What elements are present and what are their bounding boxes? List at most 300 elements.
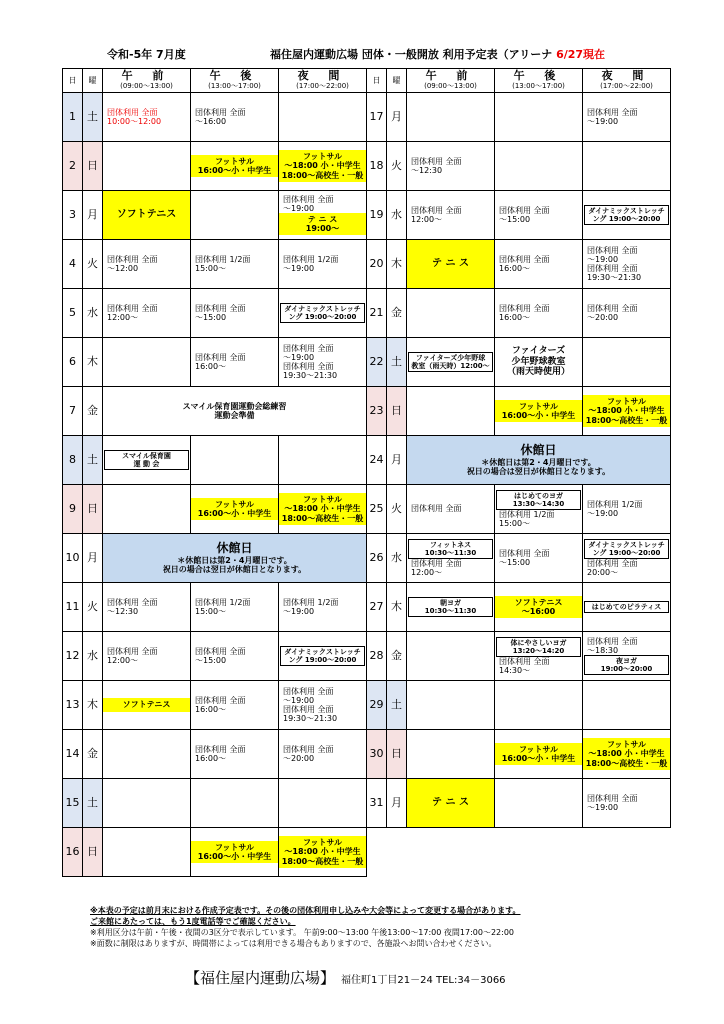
am-cell	[407, 338, 495, 387]
weekday: 月	[83, 191, 103, 240]
pm-cell	[191, 583, 279, 632]
cell-content	[583, 387, 670, 435]
am-cell	[103, 779, 191, 828]
cell-content	[191, 730, 278, 778]
usage-text: 団体利用 全面 ～19:00	[587, 107, 638, 126]
night-cell	[583, 142, 671, 191]
cell-content	[495, 240, 582, 288]
event-label: フットサル ～18:00 小・中学生 18:00～高校生・一般	[279, 836, 366, 868]
day-number: 7	[63, 387, 83, 436]
night-cell	[583, 240, 671, 289]
day-row	[367, 779, 671, 828]
usage-text: 団体利用 全面 10:00～12:00	[107, 107, 162, 126]
cell-content	[583, 338, 670, 386]
day-header: 日	[367, 69, 387, 93]
cell-content	[279, 289, 366, 337]
cell-content	[191, 240, 278, 288]
pm-cell	[191, 730, 279, 779]
day-row	[63, 681, 367, 730]
night-cell	[279, 338, 367, 387]
day-number: 2	[63, 142, 83, 191]
pm-cell	[495, 779, 583, 828]
closed-title: 休館日	[520, 442, 557, 457]
event-label: はじめてのピラティス	[584, 601, 669, 613]
day-row	[367, 142, 671, 191]
cell-content	[495, 779, 582, 827]
pm-header	[191, 69, 279, 93]
am-cell	[407, 534, 495, 583]
am-cell	[103, 142, 191, 191]
cell-content	[583, 779, 670, 827]
pm-header-label: 午 後	[209, 69, 260, 82]
am-cell	[103, 730, 191, 779]
usage-text: 団体利用 全面 ～12:00	[107, 254, 158, 273]
cell-content	[407, 387, 494, 435]
cell-content	[583, 632, 670, 680]
day-row	[63, 93, 367, 142]
usage-text: 団体利用 全面 ～15:00	[195, 303, 246, 322]
weekday: 金	[83, 730, 103, 779]
day-number: 30	[367, 730, 387, 779]
cell-content	[279, 338, 366, 386]
cell-content	[407, 534, 494, 582]
usage-text: 団体利用 全面 ～19:00	[283, 194, 334, 213]
day-row	[63, 779, 367, 828]
am-cell	[103, 436, 191, 485]
cell-content	[407, 142, 494, 190]
cell-content	[191, 289, 278, 337]
day-row	[63, 191, 367, 240]
night-cell	[279, 779, 367, 828]
cell-content	[495, 142, 582, 190]
event-label: スマイル保育園 運 動 会	[104, 450, 189, 470]
pm-cell	[495, 632, 583, 681]
am-cell	[407, 779, 495, 828]
usage-text: 団体利用 1/2面 15:00～	[195, 254, 251, 273]
usage-text: 団体利用 全面 19:30～21:30	[587, 264, 642, 283]
cell-content	[407, 240, 494, 288]
weekday: 日	[83, 142, 103, 191]
note-line: ※利用区分は午前・午後・夜間の3区分で表示しています。 午前9:00～13:00 午後13:00～17:00 夜間17:00～22:00	[90, 928, 515, 937]
usage-text: 団体利用 全面 ～15:00	[499, 205, 550, 224]
day-row	[63, 387, 367, 436]
day-row	[367, 485, 671, 534]
cell-content	[103, 681, 190, 729]
cell-content	[279, 828, 366, 876]
night-cell	[279, 632, 367, 681]
cell-content	[583, 534, 670, 582]
event-label: フットサル 16:00～小・中学生	[191, 498, 278, 520]
weekday: 日	[83, 828, 103, 877]
am-header-time: (09:00～13:00)	[120, 82, 173, 90]
am-cell	[103, 93, 191, 142]
night-cell	[583, 632, 671, 681]
am-header	[103, 69, 191, 93]
pm-cell	[191, 828, 279, 877]
closed-lines: ＊休館日は第2・4月曜日です。 祝日の場合は翌日が休館日となります。	[162, 555, 307, 574]
usage-text: 団体利用 1/2面 15:00～	[195, 597, 251, 616]
cell-content	[407, 485, 494, 533]
am-cell	[407, 191, 495, 240]
day-row	[367, 436, 671, 485]
day-row	[63, 289, 367, 338]
closed-title: 休館日	[216, 540, 253, 555]
day-row	[63, 240, 367, 289]
day-number: 12	[63, 632, 83, 681]
title-text: 団体・一般開放 利用予定表（アリーナ	[361, 48, 553, 61]
cell-content	[279, 779, 366, 827]
event-label: テ ニ ス 19:00～	[279, 213, 366, 235]
event-label: フットサル 16:00～小・中学生	[191, 155, 278, 177]
am-cell	[103, 681, 191, 730]
cell-content	[495, 583, 582, 631]
day-number: 4	[63, 240, 83, 289]
weekday: 火	[83, 583, 103, 632]
cell-content	[191, 93, 278, 141]
weekday: 水	[387, 191, 407, 240]
weekday: 土	[387, 681, 407, 730]
as-of-date: 6/27現在	[556, 48, 606, 61]
day-row	[367, 681, 671, 730]
event-label: 体にやさしいヨガ 13:20～14:20	[496, 637, 581, 657]
night-cell	[583, 289, 671, 338]
day-row	[63, 338, 367, 387]
weekday: 木	[83, 681, 103, 730]
cell-content	[279, 93, 366, 141]
night-cell	[279, 289, 367, 338]
cell-content	[279, 436, 366, 484]
day-number: 27	[367, 583, 387, 632]
day-number: 3	[63, 191, 83, 240]
cell-content	[103, 730, 190, 778]
weekday: 土	[83, 436, 103, 485]
usage-text: 団体利用 全面	[411, 504, 462, 514]
night-cell	[583, 779, 671, 828]
event-label: ダイナミックストレッチング 19:00～20:00	[280, 646, 365, 666]
usage-text: 団体利用 全面 ～15:00	[195, 646, 246, 665]
night-cell	[583, 93, 671, 142]
am-cell	[407, 485, 495, 534]
cell-content	[495, 632, 582, 680]
usage-text: 団体利用 全面 12:00～	[411, 205, 462, 224]
night-cell	[279, 485, 367, 534]
day-number: 5	[63, 289, 83, 338]
closed-lines: ＊休館日は第2・4月曜日です。 祝日の場合は翌日が休館日となります。	[466, 457, 611, 476]
page-title	[270, 46, 605, 62]
day-row	[63, 534, 367, 583]
am-cell	[103, 289, 191, 338]
usage-text: 団体利用 全面 ～19:00	[587, 245, 638, 264]
cell-content	[279, 240, 366, 288]
cell-content	[407, 289, 494, 337]
cell-content	[495, 681, 582, 729]
day-number: 6	[63, 338, 83, 387]
usage-text: 団体利用 全面 14:30～	[499, 656, 550, 676]
day-number: 22	[367, 338, 387, 387]
day-number: 24	[367, 436, 387, 485]
am-header	[407, 69, 495, 93]
event-label: ファイターズ少年野球 教室（雨天時）12:00～	[408, 352, 493, 372]
cell-content	[279, 730, 366, 778]
weekday: 火	[83, 240, 103, 289]
schedule-table-left	[62, 68, 367, 877]
day-row	[367, 93, 671, 142]
cell-content	[583, 730, 670, 778]
am-header-time: (09:00～13:00)	[424, 82, 477, 90]
day-row	[367, 387, 671, 436]
footer-address: 福住町1丁目21－24 TEL:34－3066	[341, 975, 506, 986]
am-cell	[103, 191, 191, 240]
note-line: ※本表の予定は前月末における作成予定表です。その後の団体利用申し込みや大会等によって変更する場合があります。	[90, 906, 521, 915]
day-row	[367, 730, 671, 779]
night-cell	[279, 730, 367, 779]
day-number: 28	[367, 632, 387, 681]
usage-text: 団体利用 全面 ～19:00	[283, 343, 334, 362]
closed-notice	[407, 436, 671, 485]
cell-content	[191, 779, 278, 827]
cell-content	[279, 583, 366, 631]
am-cell	[407, 142, 495, 191]
night-cell	[279, 240, 367, 289]
cell-content	[495, 289, 582, 337]
event-label: ダイナミックストレッチング 19:00～20:00	[584, 205, 669, 225]
night-cell	[583, 534, 671, 583]
weekday: 火	[387, 485, 407, 534]
weekday: 金	[387, 289, 407, 338]
weekday: 木	[83, 338, 103, 387]
usage-text: 団体利用 1/2面 ～19:00	[283, 597, 339, 616]
night-header-time: (17:00～22:00)	[296, 82, 349, 90]
day-number: 23	[367, 387, 387, 436]
day-row	[367, 338, 671, 387]
night-cell	[279, 583, 367, 632]
cell-content	[279, 681, 366, 729]
usage-text: 団体利用 全面 16:00～	[499, 303, 550, 322]
cell-content	[495, 191, 582, 239]
usage-text: 団体利用 全面 ～18:30	[587, 636, 638, 655]
cell-content	[191, 142, 278, 190]
cell-content	[103, 583, 190, 631]
event-label: テ ニ ス	[432, 797, 469, 809]
event-label: フットサル ～18:00 小・中学生 18:00～高校生・一般	[583, 738, 670, 770]
event-label: ダイナミックストレッチング 19:00～20:00	[584, 539, 669, 559]
night-cell	[583, 485, 671, 534]
pm-cell	[191, 240, 279, 289]
weekday: 金	[387, 632, 407, 681]
night-cell	[279, 828, 367, 877]
cell-content	[495, 485, 582, 533]
cell-content	[191, 583, 278, 631]
period-label: 令和-5年 7月度	[107, 48, 186, 61]
pm-cell	[191, 93, 279, 142]
usage-text: 団体利用 全面 20:00～	[587, 558, 638, 578]
weekday: 木	[387, 583, 407, 632]
day-number: 29	[367, 681, 387, 730]
day-row	[367, 534, 671, 583]
am-cell	[407, 93, 495, 142]
cell-content	[191, 191, 278, 239]
weekday: 土	[83, 779, 103, 828]
cell-content	[407, 779, 494, 827]
event-label: フットサル 16:00～小・中学生	[495, 743, 582, 765]
cell-content	[407, 338, 494, 386]
cell-content	[407, 93, 494, 141]
usage-text: 団体利用 全面 ～19:00	[283, 686, 334, 705]
night-cell	[583, 583, 671, 632]
day-row	[63, 142, 367, 191]
day-row	[63, 632, 367, 681]
cell-content	[279, 142, 366, 190]
pm-cell	[495, 142, 583, 191]
cell-content	[191, 828, 278, 876]
cell-content	[583, 191, 670, 239]
pm-cell	[191, 681, 279, 730]
cell-content	[103, 93, 190, 141]
usage-text: 団体利用 1/2面 15:00～	[499, 509, 555, 529]
cell-content	[407, 730, 494, 778]
night-cell	[583, 387, 671, 436]
event-label: はじめてのヨガ 13:30～14:30	[496, 490, 581, 510]
note-line: ※面数に制限はありますが、時間帯によっては利用できる場合もありますので、各施設へお問い合わせください。	[90, 939, 497, 948]
weekday: 水	[387, 534, 407, 583]
day-row	[63, 828, 367, 877]
cell-content	[495, 534, 582, 582]
event-label: フットサル ～18:00 小・中学生 18:00～高校生・一般	[583, 395, 670, 427]
weekday: 木	[387, 240, 407, 289]
cell-content	[583, 289, 670, 337]
am-cell	[407, 681, 495, 730]
weekday: 土	[83, 93, 103, 142]
cell-content	[103, 142, 190, 190]
weekday: 月	[387, 779, 407, 828]
usage-text: 団体利用 全面 12:00～	[411, 558, 462, 578]
event-label: 朝ヨガ 10:30～11:30	[408, 597, 493, 617]
cell-content	[103, 191, 190, 239]
weekday: 月	[387, 93, 407, 142]
event-label: フットサル ～18:00 小・中学生 18:00～高校生・一般	[279, 493, 366, 525]
event-label: フットサル ～18:00 小・中学生 18:00～高校生・一般	[279, 150, 366, 182]
cell-content	[495, 338, 582, 386]
cell-content	[583, 240, 670, 288]
cell-content	[191, 485, 278, 533]
cell-content	[103, 289, 190, 337]
cell-content	[103, 828, 190, 876]
day-number: 15	[63, 779, 83, 828]
usage-text: 団体利用 全面 ～15:00	[499, 548, 550, 567]
cell-content	[583, 93, 670, 141]
day-number: 17	[367, 93, 387, 142]
day-header: 日	[63, 69, 83, 93]
usage-text: 団体利用 全面 16:00～	[195, 744, 246, 763]
day-number: 20	[367, 240, 387, 289]
pm-cell	[191, 191, 279, 240]
cell-content	[495, 387, 582, 435]
header-row	[367, 69, 671, 93]
day-row	[367, 632, 671, 681]
cell-content	[191, 681, 278, 729]
pm-cell	[191, 338, 279, 387]
night-cell	[279, 436, 367, 485]
header-row	[63, 69, 367, 93]
event-span: スマイル保育園運動会総練習 運動会準備	[103, 387, 367, 436]
day-number: 13	[63, 681, 83, 730]
cell-content	[583, 583, 670, 631]
cell-content	[495, 730, 582, 778]
day-row	[367, 583, 671, 632]
usage-text: 団体利用 全面 16:00～	[499, 254, 550, 273]
cell-content	[191, 632, 278, 680]
day-number: 19	[367, 191, 387, 240]
facility-name: 福住屋内運動広場	[270, 48, 358, 61]
pm-cell	[191, 779, 279, 828]
event-label: 夜ヨガ 19:00～20:00	[584, 655, 669, 675]
day-row	[367, 289, 671, 338]
cell-content	[279, 632, 366, 680]
weekday-header: 曜	[83, 69, 103, 93]
footer-facility-name: 【福住屋内運動広場】	[185, 969, 336, 987]
event-label: ダイナミックストレッチング 19:00～20:00	[280, 303, 365, 323]
cell-content	[191, 338, 278, 386]
night-cell	[279, 142, 367, 191]
event-label: ソフトテニス	[103, 698, 190, 711]
cell-content	[407, 681, 494, 729]
usage-text: 団体利用 全面 16:00～	[195, 352, 246, 371]
pm-cell	[191, 436, 279, 485]
event-label: フットサル 16:00～小・中学生	[191, 841, 278, 863]
cell-content	[407, 191, 494, 239]
weekday: 月	[83, 534, 103, 583]
am-cell	[103, 485, 191, 534]
am-cell	[103, 240, 191, 289]
day-number: 25	[367, 485, 387, 534]
usage-text: 団体利用 全面 ～12:30	[411, 156, 462, 175]
cell-content	[103, 436, 190, 484]
weekday: 日	[83, 485, 103, 534]
am-cell	[407, 730, 495, 779]
closed-notice	[103, 534, 367, 583]
event-label: ソフトテニス ～16:00	[495, 596, 582, 618]
night-cell	[583, 338, 671, 387]
weekday-header: 曜	[387, 69, 407, 93]
event-label: ソフトテニス	[116, 209, 177, 221]
day-number: 10	[63, 534, 83, 583]
day-number: 21	[367, 289, 387, 338]
usage-text: 団体利用 全面 ～20:00	[283, 744, 334, 763]
cell-content	[191, 436, 278, 484]
pm-cell	[191, 632, 279, 681]
night-cell	[583, 730, 671, 779]
day-row	[367, 240, 671, 289]
night-header-time: (17:00～22:00)	[600, 82, 653, 90]
usage-text: 団体利用 全面 19:30～21:30	[283, 362, 338, 381]
usage-text: 団体利用 全面 ～20:00	[587, 303, 638, 322]
day-number: 18	[367, 142, 387, 191]
usage-text: 団体利用 全面 ～19:00	[587, 793, 638, 812]
notes	[90, 905, 521, 949]
schedule-table-right	[366, 68, 671, 828]
am-cell	[103, 583, 191, 632]
pm-cell	[495, 240, 583, 289]
event-label: ファイターズ 少年野球教室 （雨天時使用）	[506, 346, 570, 378]
night-cell	[279, 681, 367, 730]
usage-text: 団体利用 1/2面 ～19:00	[587, 499, 643, 518]
am-header-label: 午 前	[425, 69, 476, 82]
am-cell	[407, 387, 495, 436]
pm-header-label: 午 後	[513, 69, 564, 82]
pm-cell	[191, 142, 279, 191]
pm-cell	[495, 485, 583, 534]
am-cell	[407, 583, 495, 632]
